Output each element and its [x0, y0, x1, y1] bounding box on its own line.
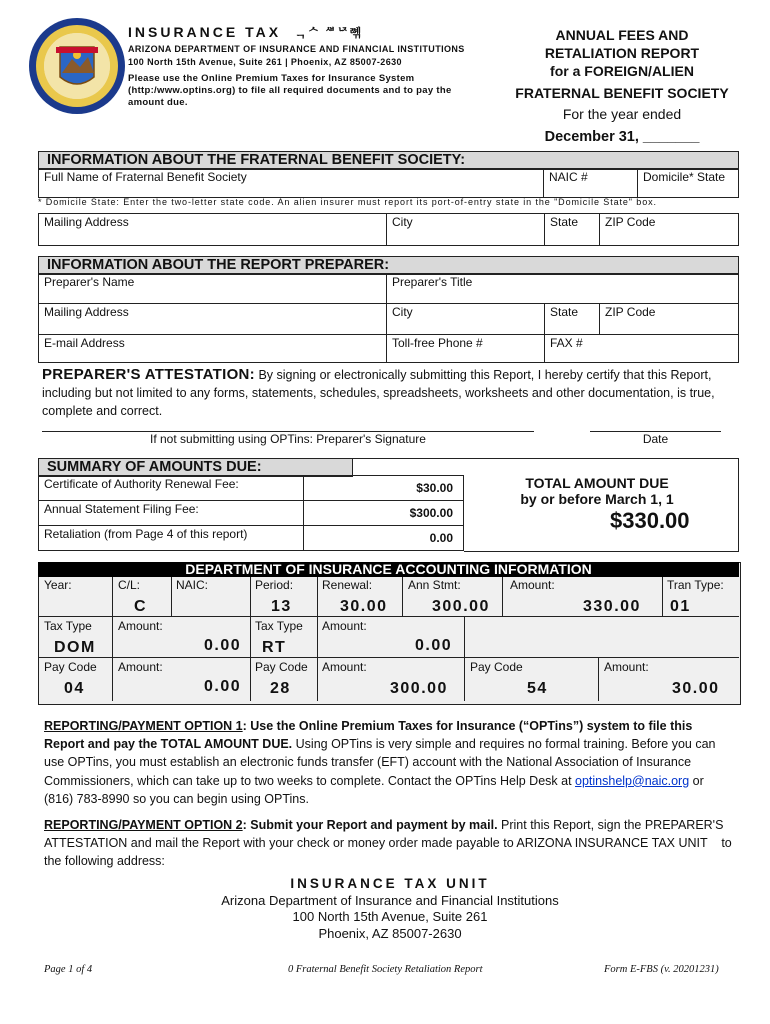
acct-amount2-value[interactable]: 0.00: [415, 637, 453, 654]
acct-renewal-label: Renewal:: [322, 578, 373, 592]
society-domicile-field[interactable]: Domicile* State: [638, 169, 739, 198]
society-mailing-field[interactable]: Mailing Address: [39, 214, 387, 246]
acct-annstmt-value[interactable]: 300.00: [432, 598, 490, 615]
acct-pamount2-value[interactable]: 300.00: [390, 680, 448, 697]
acct-period-value[interactable]: 13: [271, 598, 292, 615]
summary-table: [38, 475, 464, 551]
summary-row-amount[interactable]: $300.00: [304, 501, 464, 526]
society-naic-field[interactable]: NAIC #: [544, 169, 638, 198]
domicile-note: * Domicile State: Enter the two-letter state code. An alien insurer must report its port-of-entry state in the "Domicile State" box.: [38, 197, 657, 207]
acct-paycode3-value[interactable]: 54: [527, 680, 548, 697]
acct-trantype-value[interactable]: 01: [670, 598, 691, 615]
mailing-address: INSURANCE TAX UNIT Arizona Department of Insurance and Financial Institutions 100 North 15th Avenue, Suite 261 Phoenix, AZ 85007-2630: [221, 876, 559, 941]
acct-amount1-label: Amount:: [118, 619, 163, 633]
seal-emblem: [44, 33, 110, 99]
acct-divider: [598, 658, 599, 701]
footer-title: 0 Fraternal Benefit Society Retaliation Report: [288, 964, 483, 975]
year-ended-value[interactable]: December 31, _______: [544, 129, 700, 145]
summary-row-amount[interactable]: $30.00: [304, 476, 464, 501]
form-title: ANNUAL FEES AND RETALIATION REPORT for a FOREIGN/ALIEN FRATERNAL BENEFIT SOCIETY: [515, 27, 729, 101]
acct-divider: [502, 577, 503, 617]
acct-pamount1-label: Amount:: [118, 660, 163, 674]
footer-page: Page 1 of 4: [44, 964, 93, 975]
acct-taxtype2-value[interactable]: RT: [262, 639, 287, 656]
summary-row-label: Annual Statement Filing Fee:: [39, 501, 304, 526]
acct-divider: [171, 577, 172, 617]
preparer-title-field[interactable]: Preparer's Title: [387, 274, 739, 304]
acct-divider: [250, 577, 251, 701]
preparer-city-field[interactable]: City: [387, 304, 545, 335]
accounting-heading: DEPARTMENT OF INSURANCE ACCOUNTING INFORMATION: [38, 562, 739, 577]
acct-amount1-value[interactable]: 0.00: [204, 637, 242, 654]
agency-address: 100 North 15th Avenue, Suite 261 | Phoenix, AZ 85007-2630: [128, 57, 402, 67]
preparer-phone-field[interactable]: Toll-free Phone #: [387, 335, 545, 363]
agency-dept: ARIZONA DEPARTMENT OF INSURANCE AND FINANCIAL INSTITUTIONS: [128, 44, 465, 54]
acct-pamount3-value[interactable]: 30.00: [672, 680, 720, 697]
acct-divider: [662, 577, 663, 617]
society-name-field[interactable]: Full Name of Fraternal Benefit Society: [39, 169, 544, 198]
title-glyphs: ᆨᄉ ᄲᅜᄚᅨᆩ: [294, 26, 363, 40]
preparer-state-field[interactable]: State: [545, 304, 600, 335]
attestation: [42, 366, 737, 420]
summary-row-label: Certificate of Authority Renewal Fee:: [39, 476, 304, 501]
acct-pamount3-label: Amount:: [604, 660, 649, 674]
acct-annstmt-label: Ann Stmt:: [408, 578, 461, 592]
acct-trantype-label: Tran Type:: [667, 578, 724, 592]
society-address-table: [38, 213, 739, 246]
attestation-heading: PREPARER'S ATTESTATION:: [42, 366, 255, 383]
acct-period-label: Period:: [255, 578, 294, 592]
summary-row-label: Retaliation (from Page 4 of this report): [39, 526, 304, 551]
acct-taxtype-label: Tax Type: [44, 619, 92, 633]
preparer-mailing-field[interactable]: Mailing Address: [39, 304, 387, 335]
society-city-field[interactable]: City: [387, 214, 545, 246]
acct-pamount1-value[interactable]: 0.00: [204, 678, 242, 695]
acct-cl-value[interactable]: C: [134, 598, 148, 615]
society-zip-field[interactable]: ZIP Code: [600, 214, 739, 246]
acct-amount-label: Amount:: [510, 578, 555, 592]
summary-heading: SUMMARY OF AMOUNTS DUE:: [38, 458, 353, 477]
optins-note: Please use the Online Premium Taxes for Insurance System (http:/www.optins.org) to file all required documents and to pay the amount due.: [128, 73, 452, 108]
society-table: [38, 168, 739, 198]
acct-amount-value[interactable]: 330.00: [583, 598, 641, 615]
date-label: Date: [642, 432, 669, 446]
acct-paycode1-label: Pay Code: [44, 660, 97, 674]
preparer-heading: INFORMATION ABOUT THE REPORT PREPARER:: [38, 256, 739, 275]
agency-title: INSURANCE TAX ᆨᄉ ᄲᅜᄚᅨᆩ: [128, 24, 363, 40]
option2-paragraph: REPORTING/PAYMENT OPTION 2: Submit your Report and payment by mail. Print this Report, sign the PREPARER'S ATTESTATION and mail the Report with your check or money order made payable to ARIZONA INSURANCE TAX UNIT to the following address:: [44, 818, 736, 869]
acct-divider: [464, 617, 465, 701]
acct-divider: [402, 577, 403, 617]
summary-top-border: [345, 458, 739, 476]
footer-form: Form E-FBS (v. 20201231): [604, 964, 719, 975]
acct-amount2-label: Amount:: [322, 619, 367, 633]
preparer-fax-field[interactable]: FAX #: [545, 335, 739, 363]
acct-naic-label: NAIC:: [176, 578, 209, 592]
acct-renewal-value[interactable]: 30.00: [340, 598, 388, 615]
acct-taxtype2-label: Tax Type: [255, 619, 303, 633]
acct-cl-label: C/L:: [118, 578, 141, 592]
optins-help-link[interactable]: optinshelp@naic.org: [575, 773, 690, 788]
acct-taxtype1-value[interactable]: DOM: [54, 639, 96, 656]
summary-row-amount[interactable]: 0.00: [304, 526, 464, 551]
acct-divider: [112, 577, 113, 701]
total-label: TOTAL AMOUNT DUE by or before March 1, 1: [520, 475, 674, 507]
acct-pamount2-label: Amount:: [322, 660, 367, 674]
preparer-name-field[interactable]: Preparer's Name: [39, 274, 387, 304]
acct-year-label: Year:: [44, 578, 72, 592]
acct-paycode2-label: Pay Code: [255, 660, 308, 674]
acct-paycode1-value[interactable]: 04: [64, 680, 85, 697]
preparer-zip-field[interactable]: ZIP Code: [600, 304, 739, 335]
acct-divider: [38, 657, 739, 658]
society-heading: INFORMATION ABOUT THE FRATERNAL BENEFIT SOCIETY:: [38, 151, 739, 170]
attestation-text: By signing or electronically submitting this Report, I hereby certify that this Report, including but not limited to any forms, statements, schedules, spreadsheets, worksheets and other documentation, is true, complete and correct.: [42, 368, 715, 418]
acct-divider: [38, 616, 739, 617]
preparer-email-field[interactable]: E-mail Address: [39, 335, 387, 363]
acct-paycode2-value[interactable]: 28: [270, 680, 291, 697]
society-state-field[interactable]: State: [545, 214, 600, 246]
option1-paragraph: REPORTING/PAYMENT OPTION 1: Use the Online Premium Taxes for Insurance (“OPTins”) system to file this Report and pay the TOTAL AMOUNT DUE. Using OPTins is very simple and requires no formal training. Before you can use OPTins, you must establish an electronic funds transfer (EFT) account with the National Association of Insurance Commissioners, which can take up to two weeks to complete. Contact the OPTins Help Desk at optinshelp@naic.org or (816) 783-8990 so you can begin using OPTins.: [44, 719, 716, 806]
year-ended: For the year ended December 31, _______: [544, 106, 700, 145]
payment-instructions: [44, 717, 736, 871]
preparer-table: [38, 273, 739, 363]
total-amount[interactable]: $330.00: [610, 508, 690, 533]
signature-label: If not submitting using OPTins: Preparer's Signature: [150, 432, 426, 446]
acct-paycode3-label: Pay Code: [470, 660, 523, 674]
acct-divider: [317, 577, 318, 701]
